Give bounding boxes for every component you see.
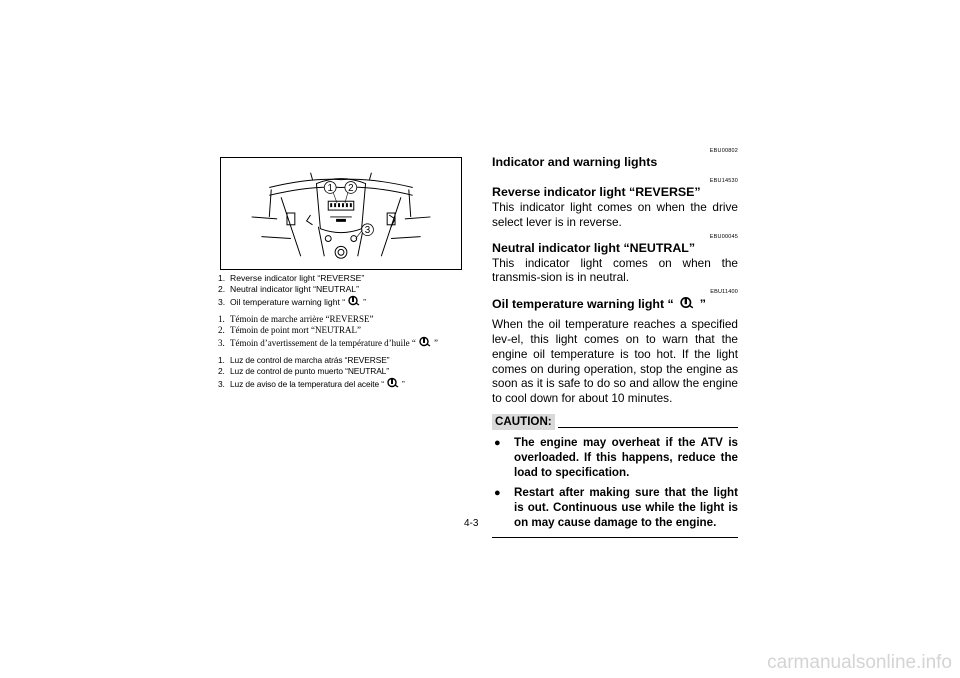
oil-temperature-icon [419,336,431,350]
section-code: EBU14530 [709,178,738,184]
section-code: EBU00045 [709,233,738,240]
caption-item: 1. Reverse indicator light “REVERSE” [218,273,365,283]
oil-temperature-icon [680,296,694,313]
caution-header [492,414,738,430]
section-code: EBU00802 [709,148,738,154]
caution-rule [558,415,738,428]
oil-temperature-icon [387,377,399,391]
callout-2: 2 [348,182,354,194]
bullet-icon: ● [494,487,501,500]
section-code: EBU11400 [710,289,738,296]
caption-item: 1. Témoin de marche arrière “REVERSE” [218,314,374,324]
caption-item: 1. Luz de control de marcha atrás “REVERSE” [218,355,390,365]
captions-english [218,273,468,309]
text-column [492,148,738,538]
list-item: ● Restart after making sure that the light is out. Continuous use while the light is on may cause damage to the engine. [494,486,738,529]
oil-temperature-icon [348,295,360,309]
callout-1: 1 [327,182,333,194]
captions-spanish [218,355,468,391]
section-heading: Indicator and warning lights [492,155,658,169]
caption-item: 2. Luz de control de punto muerto “NEUTRAL” [218,366,389,376]
reverse-heading: Reverse indicator light “REVERSE” [492,185,701,199]
caption-item: 3. Oil temperature warning light “ ” [218,295,468,309]
figure-captions [218,273,468,396]
reverse-body: This indicator light comes on when the drive select lever is in reverse. [492,200,738,229]
neutral-body: This indicator light comes on when the transmis-sion is in neutral. [492,255,738,285]
captions-french [218,314,468,350]
list-item: ● The engine may overheat if the ATV is overloaded. If this happens, reduce the load to specification. [494,435,738,479]
caution-label: CAUTION: [492,414,555,430]
caution-list [492,436,738,531]
page-number: 4-3 [464,518,479,529]
watermark: carmanualsonline.info [767,652,952,673]
caption-item: 2. Témoin de point mort “NEUTRAL” [218,325,361,335]
caption-item: 3. Luz de aviso de la temperatura del aceite “ ” [218,377,468,391]
handlebar-illustration [221,158,461,269]
caution-end-rule [492,537,738,538]
neutral-heading: Neutral indicator light “NEUTRAL” [492,240,696,255]
instrument-panel-figure [220,157,462,270]
bullet-icon: ● [494,436,501,449]
callout-3: 3 [364,225,371,237]
caption-item: 3. Témoin d’avertissement de la température d’huile “ ” [218,336,468,350]
oil-body: When the oil temperature reaches a specified lev-el, this light comes on to warn that the engine oil temperature is too hot. If the light comes on during operation, stop the engine as soon as it is safe to do so and allow the engine to cool down for about 10 minutes. [492,317,738,406]
caption-item: 2. Neutral indicator light “NEUTRAL” [218,284,359,294]
oil-heading: Oil temperature warning light “ ” [492,297,706,312]
